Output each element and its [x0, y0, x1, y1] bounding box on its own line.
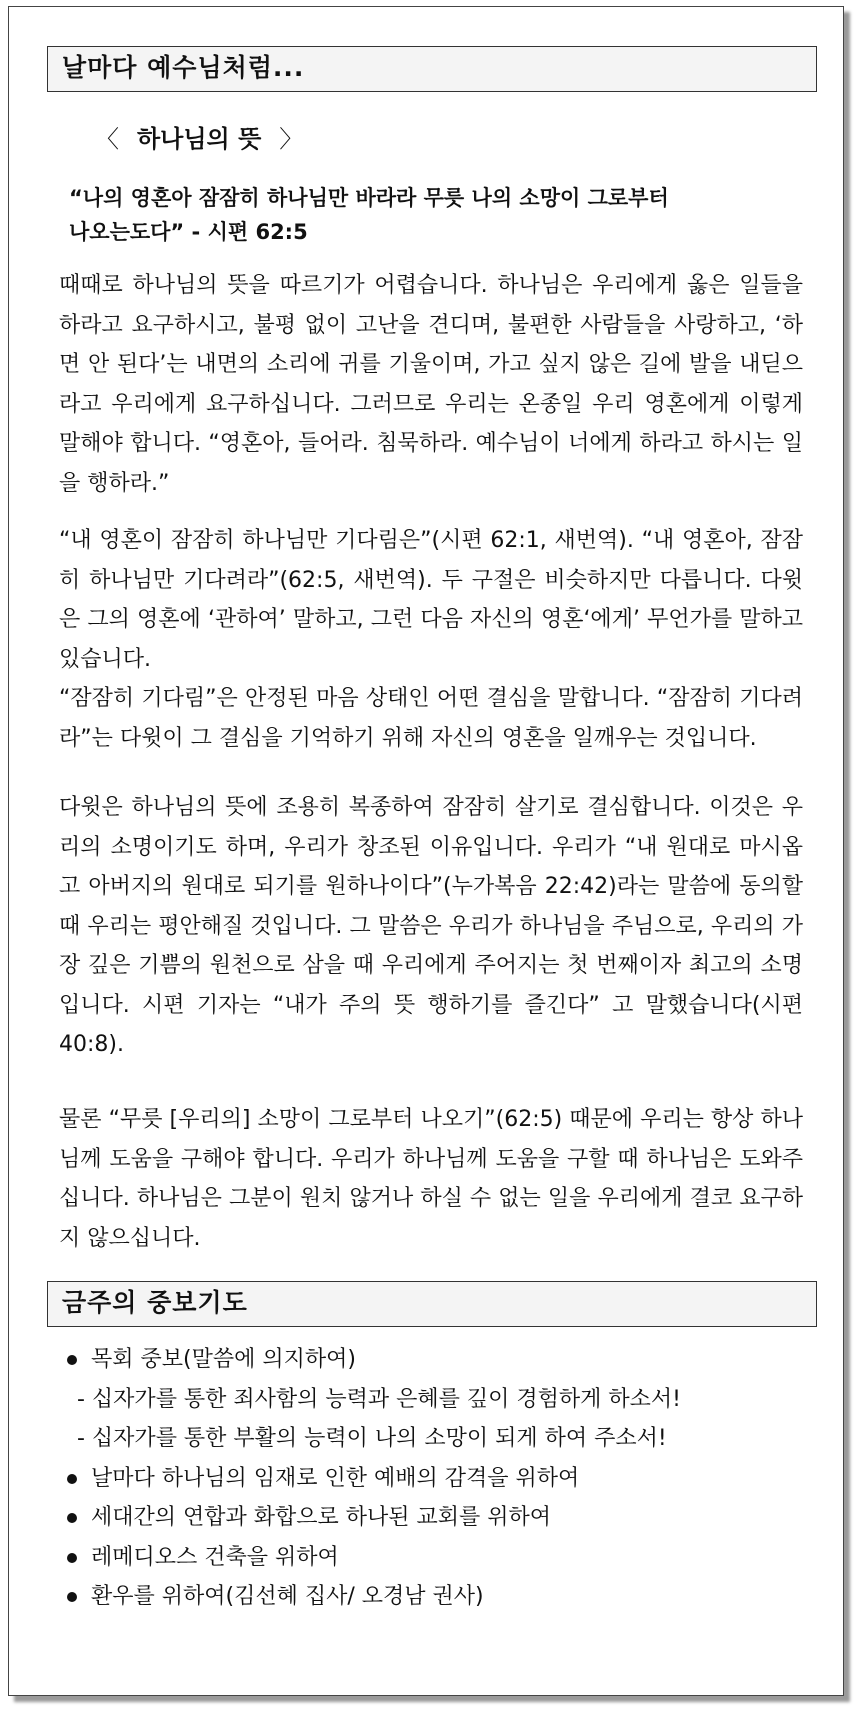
open-bracket: 〈 [95, 125, 119, 153]
paragraph-4 [59, 1100, 803, 1258]
prayer-item: 세대간의 연합과 화합으로 하나된 교회를 위하여 [65, 1498, 805, 1538]
subtitle-text: 하나님의 뜻 [137, 125, 262, 153]
paragraph-2 [59, 521, 803, 758]
prayer-list [65, 1340, 805, 1617]
scripture-verse [69, 181, 789, 249]
devotional-subtitle [95, 119, 303, 154]
prayer-item: 목회 중보(말씀에 의지하여) [65, 1340, 805, 1380]
bulletin-page [8, 6, 844, 1696]
verse-line-2: 나오는도다” - 시편 62:5 [69, 220, 308, 244]
prayer-section-title: 금주의 중보기도 [47, 1281, 817, 1327]
paragraph-text: 때때로 하나님의 뜻을 따르기가 어렵습니다. 하나님은 우리에게 옳은 일들을 하라고 요구하시고, 불평 없이 고난을 견디며, 불편한 사람들을 사랑하고, ‘하면 안 된다’는 내면의 소리에 귀를 기울이며, 가고 싶지 않은 길에 발을 내딛으라고 우리에게 요구하십니다. 그러므로 우리는 온종일 우리 영혼에게 이렇게 말해야 합니다. “영혼아, 들어라. 침묵하라. 예수님이 너에게 하라고 하시는 일을 행하라.” [59, 273, 803, 496]
devotional-title: 날마다 예수님처럼... [47, 46, 817, 92]
paragraph-1 [59, 266, 803, 503]
prayer-subitem: - 십자가를 통한 부활의 능력이 나의 소망이 되게 하여 주소서! [77, 1426, 667, 1451]
prayer-item: 레메디오스 건축을 위하여 [65, 1538, 805, 1578]
prayer-item: 날마다 하나님의 임재로 인한 예배의 감격을 위하여 [65, 1459, 805, 1499]
paragraph-text: 물론 “무릇 [우리의] 소망이 그로부터 나오기”(62:5) 때문에 우리는 항상 하나님께 도움을 구해야 합니다. 우리가 하나님께 도움을 구할 때 하나님은 도와주십니다. 하나님은 그분이 원치 않거나 하실 수 없는 일을 우리에게 결코 요구하지 않으십니다. [59, 1107, 803, 1251]
prayer-subitem: - 십자가를 통한 죄사함의 능력과 은혜를 깊이 경험하게 하소서! [77, 1386, 682, 1412]
paragraph-text: “내 영혼이 잠잠히 하나님만 기다림은”(시편 62:1, 새번역). “내 영혼아, 잠잠히 하나님만 기다려라”(62:5, 새번역). 두 구절은 비슷하지만 다릅니다. 다윗은 그의 영혼에 ‘관하여’ 말하고, 그런 다음 자신의 영혼‘에게’ 무언가를 말하고 있습니다. [59, 528, 803, 672]
paragraph-text: 다윗은 하나님의 뜻에 조용히 복종하여 잠잠히 살기로 결심합니다. 이것은 우리의 소명이기도 하며, 우리가 창조된 이유입니다. 우리가 “내 원대로 마시옵고 아버지의 원대로 되기를 원하나이다”(누가복음 22:42)라는 말씀에 동의할 때 우리는 평안해질 것입니다. 그 말씀은 우리가 하나님을 주님으로, 우리의 가장 깊은 기쁨의 원천으로 삼을 때 우리에게 주어지는 첫 번째이자 최고의 소명입니다. 시편 기자는 “내가 주의 뜻 행하기를 즐긴다” 고 말했습니다(시편 40:8). [59, 795, 803, 1057]
prayer-item: 환우를 위하여(김선혜 집사/ 오경남 권사) [65, 1577, 805, 1617]
paragraph-text: “잠잠히 기다림”은 안정된 마음 상태인 어떤 결심을 말합니다. “잠잠히 기다려라”는 다윗이 그 결심을 기억하기 위해 자신의 영혼을 일깨우는 것입니다. [59, 686, 803, 751]
paragraph-3 [59, 788, 803, 1065]
verse-line-1: “나의 영혼아 잠잠히 하나님만 바라라 무릇 나의 소망이 그로부터 [69, 186, 669, 210]
close-bracket: 〉 [279, 125, 304, 153]
